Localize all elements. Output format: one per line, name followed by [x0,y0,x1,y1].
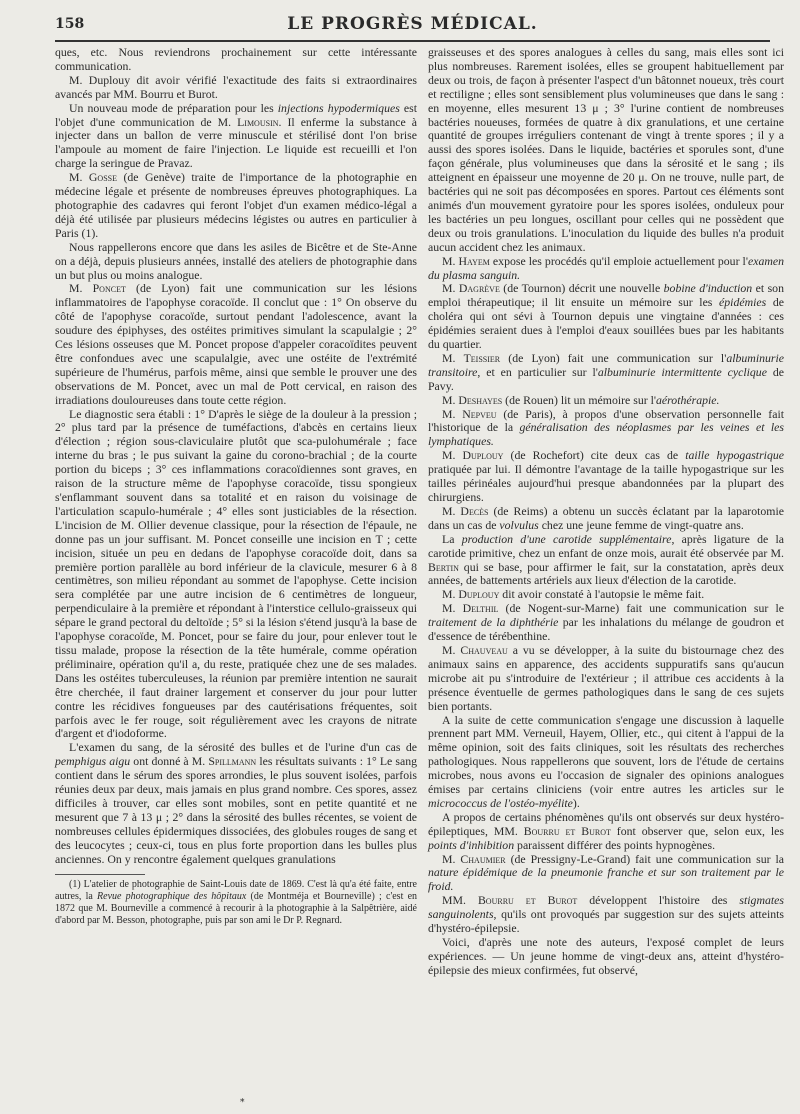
paragraph: M. Decès (de Reims) a obtenu un succès éclatant par la laparotomie dans un cas de volvulus chez une jeune femme de vingt-quatre ans. [428,503,784,532]
journal-title: LE PROGRÈS MÉDICAL. [287,14,538,34]
paragraph: M. Duplouy dit avoir vérifié l'exactitude des faits si extraordinaires avancés par MM. Bourru et Burot. [55,72,417,101]
paragraph: graisseuses et des spores analogues à celles du sang, mais elles sont ici plus nombreuses. Rarement isolées, elles se groupent habituellement par deux ou trois, de façon à présenter l'aspect d'un bâtonnet noueux, très court et rectiligne ; elles sont sensiblement plus volumineuses que dans le sang : en moyenne, elles mesurent 13 μ ; 3° l'urine contient de nombreuses bactéries noueuses, formées de quatre à dix granulations, et une certaine quantité de groupes irréguliers contenant de vingt à trente spores ; il y a aussi des spores isolées. Dans le liquide, bactéries et sporules sont, d'une façon générale, plus volumineuses que dans la sérosité et le sang ; ils atteignent en épaisseur une moyenne de 20 μ. On ne trouve, nulle part, de bactéries qui ne soit pas décomposées en spores. Partout ces éléments sont animés d'un mouvement gyratoire pour les spores isolées, onduleux pour les bactéries un peu longues, oscillant pour celles qui ne possèdent que deux ou trois granulations. L'inoculation du liquide des bulles n'a produit aucun accident chez les animaux. [428,45,784,254]
page-number: 158 [55,16,85,32]
page-header [55,14,770,42]
paragraph: M. Deshayes (de Rouen) lit un mémoire sur l'aérothérapie. [442,392,720,407]
right-column [428,46,784,978]
paragraph: ques, etc. Nous reviendrons prochainement sur cette intéressante communication. [55,45,417,73]
paragraph: M. Teissier (de Lyon) fait une communication sur l'albuminurie transitoire, et en particulier sur l'albuminurie intermittente cyclique de Pavy. [428,350,784,393]
footnote: (1) L'atelier de photographie de Saint-Louis date de 1869. C'est là qu'a été faite, entre autres, la Revue photographique des hôpitaux (de Montméja et Bourneville) ; c'est en 1872 que M. Bourneville a commencé à recourir à la photographie à la Salpêtrière, aidé d'abord par M. Besson, photographe, puis par son ami le Dr P. Regnard. [55,879,418,927]
printer-mark: * [240,1098,245,1108]
left-column [55,46,417,927]
paragraph: Voici, d'après une note des auteurs, l'exposé complet de leurs expériences. — Un jeune homme de vingt-deux ans, atteint d'hystéro-épilepsie des mieux confirmées, fut observé, [428,935,784,977]
paragraph: M. Delthil (de Nogent-sur-Marne) fait une communication sur le traitement de la diphthérie par les inhalations du mélange de goudron et d'essence de térébenthine. [428,601,785,644]
paragraph: M. Poncet (de Lyon) fait une communication sur les lésions inflammatoires de l'apophyse coracoïde. Il conclut que : 1° On observe du côté de l'apophyse coracoïde, surtout pendant l'adolescence, avant la soudure des épiphyses, des ostéites primitives simulant la scapulalgie ; 2° Ces lésions osseuses que M. Poncet propose d'appeler coracoïdites peuvent être confondues avec une scapulalgie, avec une ostéite de l'extrémité supérieure de l'humérus, parfois même, ainsi que semble le prouver une des observations de M. Poncet, avec un mal de Pott cervical, en raison des irradiations douloureuses dans toute cette région. [55,281,417,407]
paragraph: M. Chaumier (de Pressigny-Le-Grand) fait une communication sur la nature épidémique de la pneumonie franche et sur son traitement par le froid. [428,851,785,894]
paragraph: Un nouveau mode de préparation pour les injections hypodermiques est l'objet d'une communication de M. Limousin. Il enferme la substance à injecter dans un ballon de verre minuscule et stérilisé dont l'on brise l'ampoule au moment de faire l'injection. Le liquide est recueilli et l'on charge la seringue de Pravaz. [55,100,417,171]
paragraph: La production d'une carotide supplémentaire, après ligature de la carotide primitive, chez un enfant de onze mois, aurait été observée par M. Bertin qui se base, pour affirmer le fait, sur la constatation, après deux années, de battements artériels aux lieux d'élection de la carotide. [428,531,784,588]
paragraph: M. Duplouy dit avoir constaté à l'autopsie le même fait. [442,587,705,602]
paragraph: MM. Bourru et Burot développent l'histoire des stigmates sanguinolents, qu'ils ont provoqués par suggestion sur des sujets atteints d'hystéro-épilepsie. [428,893,784,936]
paragraph: Le diagnostic sera établi : 1° D'après le siège de la douleur à la pression ; 2° plus tard par la présence de tuméfactions, d'abcès en certains lieux d'élection ; région sous-claviculaire plutôt que sca-pulohumérale ; face interne du bras ; le pus suivant la gaine du corono-brachial ; de la courte portion du biceps ; 3° ces inflammations coracoïdiennes sont graves, en raison de la structure même de l'apophyse coracoïde, tissu spongieux s'enflammant souvent dans sa totalité et en raison du voisinage de l'articulation scapulo-humérale ; 4° elles sont justiciables de la résection. L'incision de M. Ollier devenue classique, pour la résection de l'épaule, ne donne pas un jour suffisant. M. Poncet conseille une incision en T ; cette incision, située un peu en dedans de l'apophyse coracoïde doit, dans sa première portion parallèle au bord inférieur de la clavicule, mesurer 6 à 8 centimètres, son milieu répondant au sommet de l'apophyse. Cette incision sera complétée par une autre incision de 6 centimètres de longueur, perpendiculaire à la première et répondant à l'interstice cellulo-graisseux qui sépare le grand pectoral du deltoïde ; 5° si la lésion s'étend jusqu'à la base de l'apophyse coracoïde, M. Poncet, pour se faire du jour, pour enlever tout le tissu malade, propose la résection de la tête humérale, comme opération préliminaire, opération qu'il a, du reste, pratiquée chez une de ses malades. Dans les ostéites tuberculeuses, la réunion par première intention ne saurait être cherchée, il faut drainer largement et conserver du jour pour lutter contre les récidives fongueuses par des cautérisations fréquentes, soit parfois avec le fer rouge, soit régulièrement avec les crayons de nitrate d'argent et d'iodoforme. [55,406,417,741]
paragraph: M. Duplouy (de Rochefort) cite deux cas de taille hypogastrique pratiquée par lui. Il démontre l'avantage de la taille hypogastrique sur les tailles périnéales aujourd'hui presque abandonnées par la plupart des chirurgiens. [428,448,784,504]
paragraph: Nous rappellerons encore que dans les asiles de Bicêtre et de Ste-Anne on a déjà, depuis plusieurs années, installé des ateliers de photographie dans un but plus ou moins analogue. [55,239,417,282]
paragraph: M. Dagrève (de Tournon) décrit une nouvelle bobine d'induction et son emploi thérapeutique; il lit ensuite un mémoire sur les épidémies de choléra qui ont sévi à Tournon depuis une vingtaine d'années : ces épidémies seraient dues à l'emploi d'eaux souillées bues par les habitants du quartier. [428,281,784,352]
paragraph: A la suite de cette communication s'engage une discussion à laquelle prennent part MM. Verneuil, Hayem, Ollier, etc., qui citent à l'appui de la même opinion, soit des faits cliniques, soit les résultats des recherches pathologiques. Nous rappellerons que souvent, lors de l'étude de certains microbes, nous avons eu l'occasion de signaler des opinions analogues émises par certains cliniciens (voir entre autres les articles sur le micrococcus de l'ostéo-myélite). [428,712,784,810]
paragraph: L'examen du sang, de la sérosité des bulles et de l'urine d'un cas de pemphigus aigu ont donné à M. Spillmann les résultats suivants : 1° Le sang contient dans le sérum des spores arrondies, le plus souvent isolées, parfois réunies deux par deux, mais jamais en plus grand nombre. Ces spores, assez difficiles à trouver, car elles sont mobiles, sont en petite quantité et ne mesurent que 7 à 13 μ ; 2° dans la sérosité des bulles récentes, se voient de nombreuses cellules épidermiques dissociées, des globules rouges de sang et des leucocytes ; ceux-ci, tous en plus forte proportion dans les bulles plus anciennes. On y rencontre également quelques granulations [55,740,417,866]
paragraph: A propos de certains phénomènes qu'ils ont observés sur deux hystéro-épileptiques, MM. Bourru et Burot font observer que, selon eux, les points d'inhibition paraissent différer des points hypnogènes. [428,809,784,852]
paragraph: M. Gosse (de Genève) traite de l'importance de la photographie en médecine légale et présente de nombreuses épreuves photographiques. La photographie des cadavres qui feront l'objet d'un examen médico-légal a déjà été utilisée par plusieurs médecins légistes ou autres en particulier à Paris (1). [55,170,418,240]
footnote-divider [55,874,145,875]
paragraph: M. Hayem expose les procédés qu'il emploie actuellement pour l'examen du plasma sanguin. [428,253,784,282]
paragraph: M. Chauveau a vu se développer, à la suite du bistournage chez des animaux sains en apparence, des accidents suppuratifs sans qu'aucun microbe ait pu s'introduire de l'extérieur ; il attribue ces accidents à la présence éventuelle de germes pathologiques dans le sang de ces sujets bien portants. [428,642,784,713]
paragraph: M. Nepveu (de Paris), à propos d'une observation personnelle fait l'historique de la généralisation des néoplasmes par les veines et les lymphatiques. [428,406,785,449]
